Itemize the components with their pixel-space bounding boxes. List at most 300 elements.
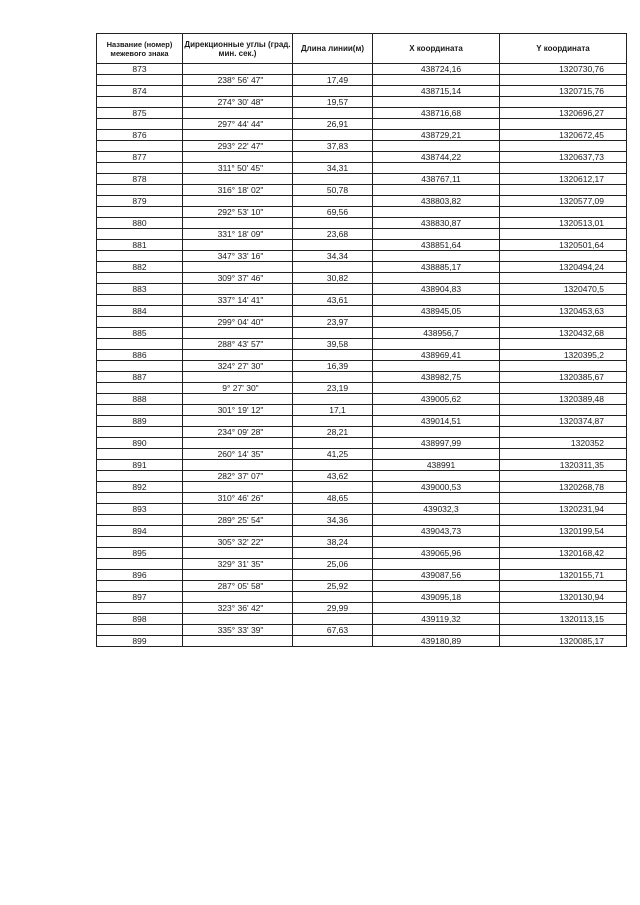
point-number: 879	[97, 196, 183, 207]
point-row	[97, 526, 627, 537]
y-coordinate: 1320231,94	[500, 504, 627, 515]
direction-angle: 288° 43' 57"	[183, 339, 293, 350]
x-coordinate: 439032,3	[373, 504, 500, 515]
x-coordinate: 438991	[373, 460, 500, 471]
direction-angle: 337° 14' 41"	[183, 295, 293, 306]
point-number: 884	[97, 306, 183, 317]
empty-cell	[183, 504, 293, 515]
point-row	[97, 482, 627, 493]
segment-row	[97, 317, 627, 328]
line-length: 29,99	[293, 603, 373, 614]
line-length: 43,61	[293, 295, 373, 306]
header-length: Длина линии(м)	[293, 34, 373, 64]
direction-angle: 234° 09' 28"	[183, 427, 293, 438]
empty-cell	[373, 119, 500, 130]
empty-cell	[183, 174, 293, 185]
empty-cell	[183, 218, 293, 229]
x-coordinate: 439043,73	[373, 526, 500, 537]
empty-cell	[500, 471, 627, 482]
table-body	[97, 64, 627, 647]
segment-row	[97, 603, 627, 614]
empty-cell	[293, 416, 373, 427]
line-length: 34,36	[293, 515, 373, 526]
empty-cell	[373, 493, 500, 504]
y-coordinate: 1320085,17	[500, 636, 627, 647]
y-coordinate: 1320577,09	[500, 196, 627, 207]
empty-cell	[500, 559, 627, 570]
empty-cell	[97, 185, 183, 196]
empty-cell	[500, 229, 627, 240]
y-coordinate: 1320612,17	[500, 174, 627, 185]
empty-cell	[97, 471, 183, 482]
empty-cell	[183, 350, 293, 361]
empty-cell	[293, 350, 373, 361]
direction-angle: 301° 19' 12"	[183, 405, 293, 416]
empty-cell	[373, 273, 500, 284]
x-coordinate: 438830,87	[373, 218, 500, 229]
direction-angle: 287° 05' 58"	[183, 581, 293, 592]
empty-cell	[373, 625, 500, 636]
point-number: 891	[97, 460, 183, 471]
line-length: 17,1	[293, 405, 373, 416]
direction-angle: 297° 44' 44"	[183, 119, 293, 130]
empty-cell	[293, 86, 373, 97]
empty-cell	[293, 284, 373, 295]
point-number: 885	[97, 328, 183, 339]
direction-angle: 331° 18' 09"	[183, 229, 293, 240]
point-number: 899	[97, 636, 183, 647]
empty-cell	[500, 449, 627, 460]
direction-angle: 282° 37' 07"	[183, 471, 293, 482]
point-row	[97, 130, 627, 141]
segment-row	[97, 625, 627, 636]
y-coordinate: 1320268,78	[500, 482, 627, 493]
empty-cell	[500, 251, 627, 262]
empty-cell	[293, 152, 373, 163]
empty-cell	[373, 295, 500, 306]
point-number: 892	[97, 482, 183, 493]
x-coordinate: 438885,17	[373, 262, 500, 273]
empty-cell	[97, 515, 183, 526]
line-length: 34,31	[293, 163, 373, 174]
point-row	[97, 636, 627, 647]
line-length: 30,82	[293, 273, 373, 284]
direction-angle: 9° 27' 30"	[183, 383, 293, 394]
header-y: Y координата	[500, 34, 627, 64]
empty-cell	[183, 152, 293, 163]
direction-angle: 293° 22' 47"	[183, 141, 293, 152]
y-coordinate: 1320130,94	[500, 592, 627, 603]
x-coordinate: 439087,56	[373, 570, 500, 581]
empty-cell	[500, 185, 627, 196]
empty-cell	[97, 273, 183, 284]
empty-cell	[183, 108, 293, 119]
empty-cell	[293, 174, 373, 185]
empty-cell	[373, 185, 500, 196]
line-length: 41,25	[293, 449, 373, 460]
point-number: 895	[97, 548, 183, 559]
empty-cell	[97, 603, 183, 614]
segment-row	[97, 493, 627, 504]
empty-cell	[500, 581, 627, 592]
empty-cell	[500, 163, 627, 174]
x-coordinate: 438716,68	[373, 108, 500, 119]
direction-angle: 329° 31' 35"	[183, 559, 293, 570]
empty-cell	[293, 108, 373, 119]
x-coordinate: 438851,64	[373, 240, 500, 251]
empty-cell	[500, 273, 627, 284]
empty-cell	[293, 548, 373, 559]
line-length: 17,49	[293, 75, 373, 86]
empty-cell	[500, 317, 627, 328]
empty-cell	[373, 449, 500, 460]
y-coordinate: 1320470,5	[500, 284, 627, 295]
x-coordinate: 439014,51	[373, 416, 500, 427]
x-coordinate: 438767,11	[373, 174, 500, 185]
empty-cell	[500, 207, 627, 218]
line-length: 19,57	[293, 97, 373, 108]
empty-cell	[293, 570, 373, 581]
y-coordinate: 1320513,01	[500, 218, 627, 229]
header-x: X координата	[373, 34, 500, 64]
empty-cell	[183, 438, 293, 449]
empty-cell	[97, 361, 183, 372]
direction-angle: 316° 18' 02"	[183, 185, 293, 196]
empty-cell	[183, 614, 293, 625]
line-length: 34,34	[293, 251, 373, 262]
empty-cell	[373, 251, 500, 262]
empty-cell	[97, 97, 183, 108]
y-coordinate: 1320395,2	[500, 350, 627, 361]
empty-cell	[97, 251, 183, 262]
point-row	[97, 152, 627, 163]
segment-row	[97, 273, 627, 284]
segment-row	[97, 361, 627, 372]
empty-cell	[183, 328, 293, 339]
empty-cell	[373, 537, 500, 548]
empty-cell	[183, 460, 293, 471]
empty-cell	[97, 339, 183, 350]
empty-cell	[373, 471, 500, 482]
x-coordinate: 438729,21	[373, 130, 500, 141]
point-row	[97, 174, 627, 185]
point-number: 881	[97, 240, 183, 251]
line-length: 16,39	[293, 361, 373, 372]
point-row	[97, 284, 627, 295]
point-row	[97, 306, 627, 317]
empty-cell	[183, 636, 293, 647]
point-row	[97, 108, 627, 119]
header-angles: Дирекционные углы (град. мин. сек.)	[183, 34, 293, 64]
empty-cell	[293, 394, 373, 405]
point-row	[97, 460, 627, 471]
point-row	[97, 196, 627, 207]
segment-row	[97, 141, 627, 152]
empty-cell	[373, 207, 500, 218]
segment-row	[97, 339, 627, 350]
point-number: 877	[97, 152, 183, 163]
empty-cell	[373, 361, 500, 372]
direction-angle: 323° 36' 42"	[183, 603, 293, 614]
y-coordinate: 1320155,71	[500, 570, 627, 581]
empty-cell	[373, 229, 500, 240]
empty-cell	[97, 449, 183, 460]
point-number: 897	[97, 592, 183, 603]
point-number: 889	[97, 416, 183, 427]
point-number: 894	[97, 526, 183, 537]
line-length: 23,19	[293, 383, 373, 394]
x-coordinate: 438904,83	[373, 284, 500, 295]
direction-angle: 292° 53' 10"	[183, 207, 293, 218]
point-row	[97, 218, 627, 229]
empty-cell	[373, 515, 500, 526]
empty-cell	[293, 614, 373, 625]
empty-cell	[293, 218, 373, 229]
empty-cell	[97, 317, 183, 328]
empty-cell	[293, 240, 373, 251]
point-row	[97, 570, 627, 581]
line-length: 48,65	[293, 493, 373, 504]
empty-cell	[373, 339, 500, 350]
segment-row	[97, 471, 627, 482]
x-coordinate: 439180,89	[373, 636, 500, 647]
segment-row	[97, 559, 627, 570]
line-length: 23,68	[293, 229, 373, 240]
point-number: 880	[97, 218, 183, 229]
empty-cell	[373, 559, 500, 570]
empty-cell	[97, 559, 183, 570]
empty-cell	[373, 317, 500, 328]
segment-row	[97, 427, 627, 438]
empty-cell	[183, 284, 293, 295]
x-coordinate: 438969,41	[373, 350, 500, 361]
y-coordinate: 1320715,76	[500, 86, 627, 97]
empty-cell	[97, 163, 183, 174]
empty-cell	[500, 97, 627, 108]
empty-cell	[293, 438, 373, 449]
x-coordinate: 439005,62	[373, 394, 500, 405]
empty-cell	[183, 570, 293, 581]
empty-cell	[293, 64, 373, 75]
x-coordinate: 438724,16	[373, 64, 500, 75]
direction-angle: 238° 56' 47"	[183, 75, 293, 86]
direction-angle: 260° 14' 35"	[183, 449, 293, 460]
empty-cell	[293, 636, 373, 647]
line-length: 43,62	[293, 471, 373, 482]
empty-cell	[500, 119, 627, 130]
point-row	[97, 416, 627, 427]
header-name: Название (номер) межевого знака	[97, 34, 183, 64]
empty-cell	[293, 130, 373, 141]
point-row	[97, 64, 627, 75]
y-coordinate: 1320352	[500, 438, 627, 449]
direction-angle: 309° 37' 46"	[183, 273, 293, 284]
x-coordinate: 438744,22	[373, 152, 500, 163]
empty-cell	[183, 372, 293, 383]
segment-row	[97, 405, 627, 416]
empty-cell	[500, 361, 627, 372]
x-coordinate: 438945,05	[373, 306, 500, 317]
empty-cell	[97, 229, 183, 240]
segment-row	[97, 207, 627, 218]
empty-cell	[293, 460, 373, 471]
point-row	[97, 240, 627, 251]
segment-row	[97, 97, 627, 108]
y-coordinate: 1320637,73	[500, 152, 627, 163]
empty-cell	[373, 405, 500, 416]
direction-angle: 289° 25' 54"	[183, 515, 293, 526]
point-number: 883	[97, 284, 183, 295]
point-row	[97, 86, 627, 97]
empty-cell	[183, 548, 293, 559]
empty-cell	[97, 75, 183, 86]
empty-cell	[97, 427, 183, 438]
empty-cell	[183, 416, 293, 427]
empty-cell	[293, 526, 373, 537]
empty-cell	[373, 581, 500, 592]
empty-cell	[97, 295, 183, 306]
coordinates-sheet	[96, 33, 626, 647]
direction-angle: 311° 50' 45"	[183, 163, 293, 174]
direction-angle: 310° 46' 26"	[183, 493, 293, 504]
empty-cell	[500, 515, 627, 526]
empty-cell	[500, 625, 627, 636]
empty-cell	[500, 295, 627, 306]
y-coordinate: 1320672,45	[500, 130, 627, 141]
x-coordinate: 438803,82	[373, 196, 500, 207]
x-coordinate: 439119,32	[373, 614, 500, 625]
empty-cell	[293, 306, 373, 317]
empty-cell	[293, 262, 373, 273]
empty-cell	[183, 526, 293, 537]
y-coordinate: 1320199,54	[500, 526, 627, 537]
empty-cell	[373, 383, 500, 394]
empty-cell	[500, 75, 627, 86]
segment-row	[97, 449, 627, 460]
empty-cell	[183, 130, 293, 141]
y-coordinate: 1320432,68	[500, 328, 627, 339]
point-number: 882	[97, 262, 183, 273]
empty-cell	[293, 372, 373, 383]
y-coordinate: 1320113,15	[500, 614, 627, 625]
empty-cell	[500, 537, 627, 548]
segment-row	[97, 163, 627, 174]
x-coordinate: 439065,96	[373, 548, 500, 559]
empty-cell	[500, 405, 627, 416]
segment-row	[97, 185, 627, 196]
direction-angle: 324° 27' 30"	[183, 361, 293, 372]
segment-row	[97, 537, 627, 548]
empty-cell	[373, 427, 500, 438]
segment-row	[97, 383, 627, 394]
point-number: 886	[97, 350, 183, 361]
empty-cell	[183, 482, 293, 493]
empty-cell	[293, 592, 373, 603]
x-coordinate: 438982,75	[373, 372, 500, 383]
y-coordinate: 1320385,67	[500, 372, 627, 383]
point-row	[97, 438, 627, 449]
boundary-coordinates-table	[96, 33, 627, 647]
table-header-row	[97, 34, 627, 64]
empty-cell	[500, 383, 627, 394]
empty-cell	[183, 592, 293, 603]
direction-angle: 347° 33' 16"	[183, 251, 293, 262]
point-number: 874	[97, 86, 183, 97]
point-number: 890	[97, 438, 183, 449]
line-length: 39,58	[293, 339, 373, 350]
line-length: 38,24	[293, 537, 373, 548]
empty-cell	[97, 581, 183, 592]
empty-cell	[183, 306, 293, 317]
line-length: 50,78	[293, 185, 373, 196]
empty-cell	[97, 537, 183, 548]
empty-cell	[183, 262, 293, 273]
point-row	[97, 328, 627, 339]
direction-angle: 299° 04' 40"	[183, 317, 293, 328]
empty-cell	[97, 383, 183, 394]
point-number: 878	[97, 174, 183, 185]
segment-row	[97, 75, 627, 86]
x-coordinate: 438997,99	[373, 438, 500, 449]
point-row	[97, 262, 627, 273]
segment-row	[97, 251, 627, 262]
direction-angle: 274° 30' 48"	[183, 97, 293, 108]
y-coordinate: 1320311,35	[500, 460, 627, 471]
segment-row	[97, 581, 627, 592]
point-row	[97, 350, 627, 361]
point-number: 876	[97, 130, 183, 141]
empty-cell	[183, 394, 293, 405]
x-coordinate: 439000,53	[373, 482, 500, 493]
y-coordinate: 1320389,48	[500, 394, 627, 405]
x-coordinate: 439095,18	[373, 592, 500, 603]
y-coordinate: 1320168,42	[500, 548, 627, 559]
empty-cell	[97, 119, 183, 130]
point-row	[97, 614, 627, 625]
empty-cell	[183, 240, 293, 251]
segment-row	[97, 119, 627, 130]
line-length: 28,21	[293, 427, 373, 438]
empty-cell	[500, 603, 627, 614]
line-length: 69,56	[293, 207, 373, 218]
line-length: 26,91	[293, 119, 373, 130]
line-length: 25,06	[293, 559, 373, 570]
y-coordinate: 1320374,87	[500, 416, 627, 427]
line-length: 37,83	[293, 141, 373, 152]
point-number: 887	[97, 372, 183, 383]
line-length: 23,97	[293, 317, 373, 328]
point-row	[97, 372, 627, 383]
empty-cell	[373, 163, 500, 174]
x-coordinate: 438956,7	[373, 328, 500, 339]
y-coordinate: 1320501,64	[500, 240, 627, 251]
x-coordinate: 438715,14	[373, 86, 500, 97]
y-coordinate: 1320494,24	[500, 262, 627, 273]
empty-cell	[500, 493, 627, 504]
empty-cell	[500, 141, 627, 152]
empty-cell	[373, 603, 500, 614]
point-number: 896	[97, 570, 183, 581]
empty-cell	[97, 141, 183, 152]
segment-row	[97, 515, 627, 526]
empty-cell	[97, 405, 183, 416]
empty-cell	[293, 482, 373, 493]
point-number: 873	[97, 64, 183, 75]
empty-cell	[373, 141, 500, 152]
empty-cell	[293, 196, 373, 207]
segment-row	[97, 229, 627, 240]
point-row	[97, 548, 627, 559]
